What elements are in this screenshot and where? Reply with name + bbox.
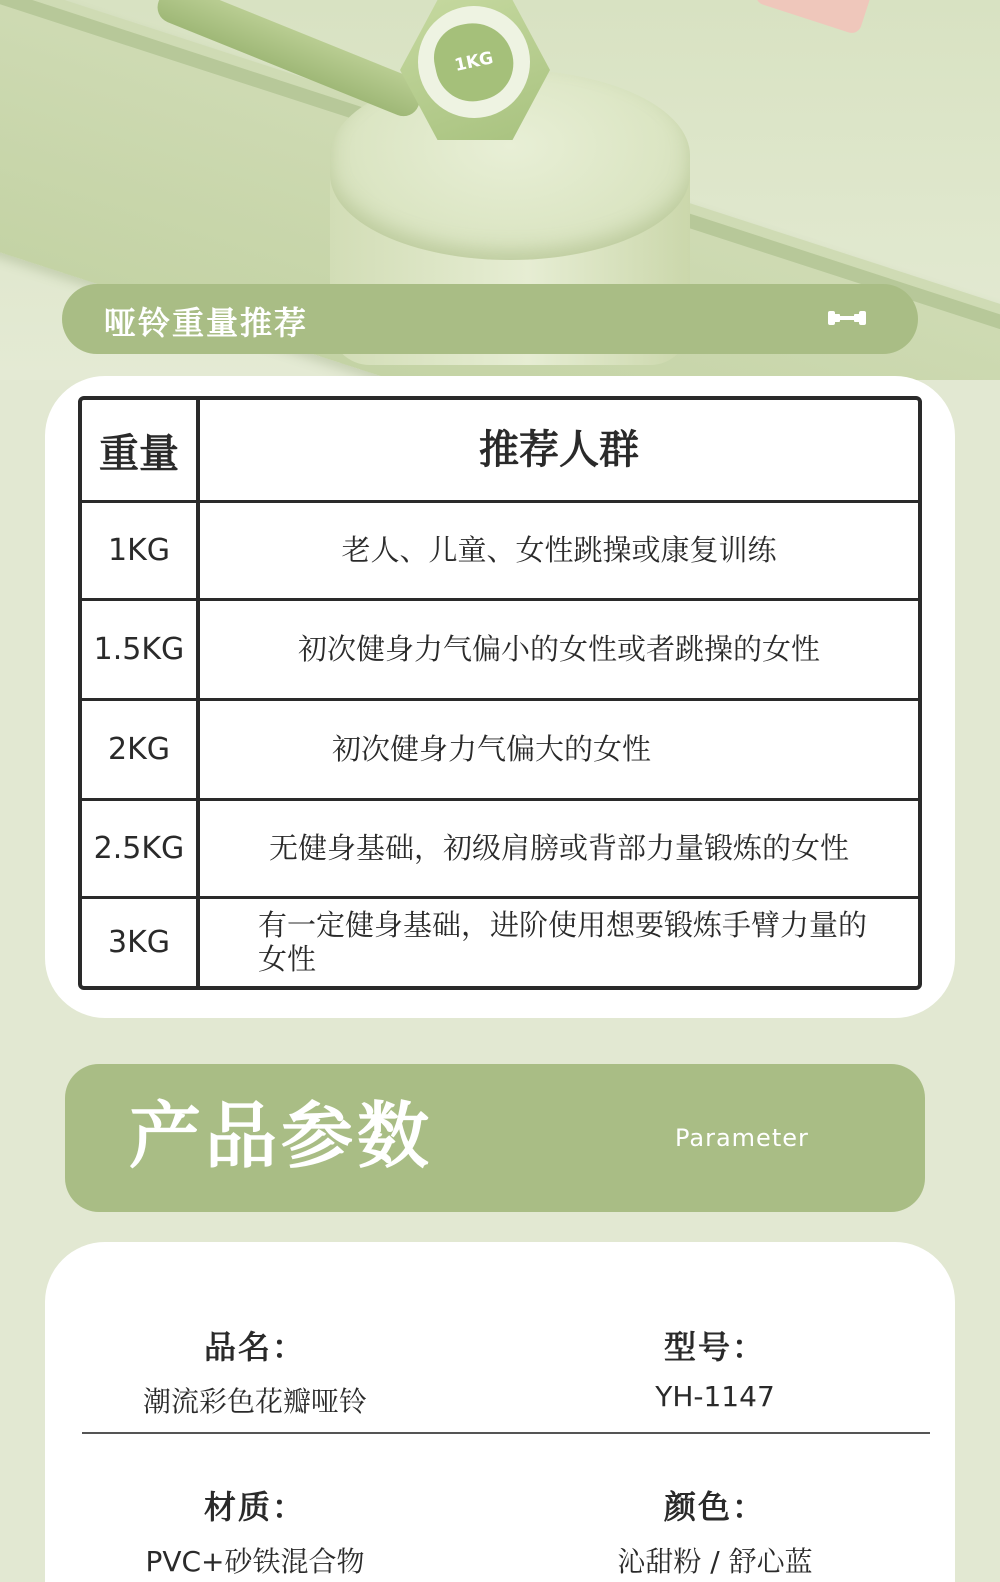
hero-pink-dumbbell <box>753 0 876 36</box>
table-row <box>82 601 918 701</box>
weight-table <box>78 396 922 990</box>
param-model <box>525 1322 905 1413</box>
param-divider <box>82 1432 930 1434</box>
param-material-value: PVC+砂铁混合物 <box>145 1545 365 1578</box>
table-row <box>82 503 918 601</box>
hero-dumbbell-label: 1KG <box>452 48 496 76</box>
table-row <box>82 899 918 986</box>
param-material-label: 材质： <box>203 1488 306 1526</box>
header-weight: 重量 <box>99 430 179 477</box>
param-name-value: 潮流彩色花瓣哑铃 <box>142 1385 367 1418</box>
row-weight: 1KG <box>107 533 170 568</box>
param-model-label: 型号： <box>663 1328 766 1366</box>
header-recommend: 推荐人群 <box>479 427 639 473</box>
row-weight: 1.5KG <box>93 632 185 667</box>
row-recommend: 初次健身力气偏小的女性或者跳操的女性 <box>297 631 820 666</box>
param-material <box>65 1482 445 1580</box>
param-color-value: 沁甜粉 / 舒心蓝 <box>617 1545 813 1578</box>
row-weight: 3KG <box>107 925 170 960</box>
param-name <box>65 1322 445 1420</box>
row-recommend: 老人、儿童、女性跳操或康复训练 <box>341 532 777 567</box>
param-name-label: 品名： <box>203 1328 306 1366</box>
parameter-subtitle: Parameter <box>675 1124 809 1152</box>
dumbbell-icon <box>828 308 866 328</box>
table-row <box>82 701 918 801</box>
section-title: 哑铃重量推荐 <box>104 304 309 342</box>
parameter-title: 产品参数 <box>129 1094 434 1178</box>
weight-table-card <box>45 376 955 1018</box>
param-color <box>525 1482 905 1580</box>
flower-icon <box>428 16 521 109</box>
row-recommend: 有一定健身基础，进阶使用想要锻炼手臂力量的女性 <box>258 908 868 976</box>
row-weight: 2KG <box>107 732 170 767</box>
row-recommend: 初次健身力气偏大的女性 <box>332 731 652 766</box>
table-row <box>82 801 918 899</box>
row-weight: 2.5KG <box>93 831 185 866</box>
param-color-label: 颜色： <box>663 1488 766 1526</box>
parameter-card <box>45 1242 955 1582</box>
section-banner-weight <box>62 284 918 354</box>
param-model-value: YH-1147 <box>655 1380 775 1413</box>
table-header-row <box>82 400 918 503</box>
row-recommend: 无健身基础，初级肩膀或背部力量锻炼的女性 <box>268 830 849 865</box>
parameter-banner <box>65 1064 925 1212</box>
